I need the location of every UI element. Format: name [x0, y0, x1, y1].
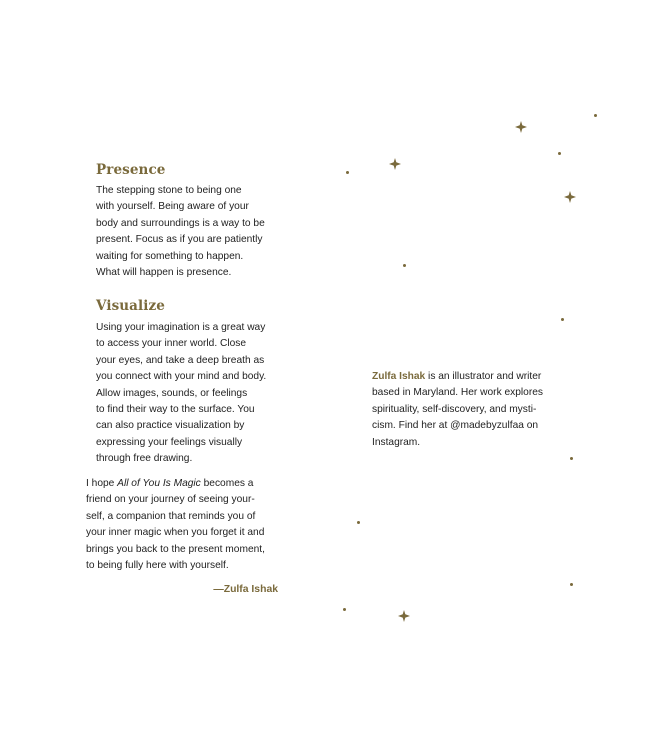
text-line: through free drawing. [96, 453, 193, 465]
text-line: Instagram. [372, 436, 421, 448]
dot-icon [343, 608, 346, 611]
dot-icon [357, 521, 360, 524]
author-name: Zulfa Ishak [372, 371, 426, 382]
text-line: Using your imagination is a great way [96, 322, 266, 333]
text-line: your inner magic when you forget it and [86, 527, 265, 539]
presence-heading: Presence [96, 162, 166, 178]
star-icon [515, 121, 527, 133]
visualize-paragraph [96, 320, 266, 468]
text-line: self, a companion that reminds you of [86, 510, 256, 522]
dot-icon [346, 171, 349, 174]
text-line: your eyes, and take a deep breath as [96, 354, 265, 366]
text-line: friend on your journey of seeing your- [86, 494, 255, 506]
dot-icon [570, 457, 573, 460]
text-line: based in Maryland. Her work explores [372, 387, 543, 399]
text-line: can also practice visualization by [96, 420, 245, 432]
dot-icon [403, 264, 406, 267]
text-line: Allow images, sounds, or feelings [96, 387, 248, 399]
dot-icon [570, 583, 573, 586]
dot-icon [558, 152, 561, 155]
text-line: with yourself. Being aware of your [96, 201, 249, 213]
signature: —Zulfa Ishak [213, 584, 278, 595]
closing-paragraph [86, 476, 265, 574]
text-line: What will happen is presence. [96, 267, 232, 279]
closing-prefix: I hope [86, 478, 118, 489]
star-icon [389, 158, 401, 170]
book-title: All of You Is Magic [117, 478, 201, 489]
text-line: waiting for something to happen. [96, 250, 244, 262]
presence-paragraph [96, 183, 265, 281]
text-line: The stepping stone to being one [96, 185, 242, 196]
text-line: spirituality, self-discovery, and mysti- [372, 403, 537, 415]
text-line [372, 369, 543, 385]
text-line: brings you back to the present moment, [86, 543, 265, 555]
star-icon [398, 610, 410, 622]
text-line: body and surroundings is a way to be [96, 217, 265, 229]
text-line: present. Focus as if you are patiently [96, 234, 263, 246]
text-line [86, 476, 265, 492]
text-line: expressing your feelings visually [96, 436, 243, 448]
text-line: cism. Find her at @madebyzulfaa on [372, 420, 539, 432]
author-bio [372, 369, 543, 451]
dot-icon [594, 114, 597, 117]
text-line: to access your inner world. Close [96, 338, 247, 350]
text-line: to being fully here with yourself. [86, 560, 229, 572]
bio-line-rest: is an illustrator and writer [425, 371, 542, 382]
text-line: to find their way to the surface. You [96, 404, 255, 416]
dot-icon [561, 318, 564, 321]
closing-suffix: becomes a [200, 478, 254, 489]
text-line: you connect with your mind and body. [96, 371, 267, 383]
visualize-heading: Visualize [96, 298, 165, 314]
star-icon [564, 191, 576, 203]
